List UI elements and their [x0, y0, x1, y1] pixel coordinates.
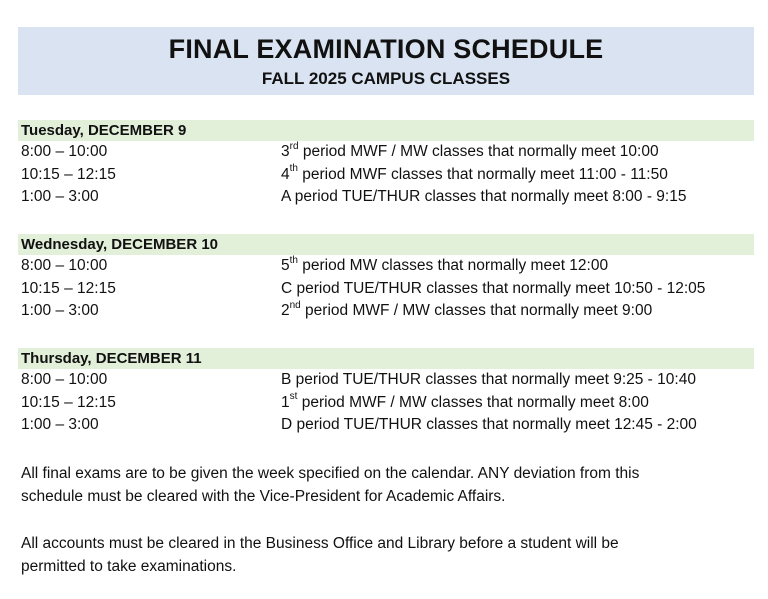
- exam-time: 1:00 – 3:00: [21, 416, 99, 433]
- exam-time: 1:00 – 3:00: [21, 302, 99, 319]
- exam-description: A period TUE/THUR classes that normally meet 8:00 - 9:15: [281, 188, 687, 205]
- schedule-row: [18, 278, 754, 301]
- schedule-row: [18, 392, 754, 415]
- exam-description: 5th period MW classes that normally meet 12:00: [281, 254, 609, 274]
- exam-time: 1:00 – 3:00: [21, 188, 99, 205]
- exam-policy-note: [21, 462, 751, 508]
- exam-description: 1st period MWF / MW classes that normally meet 8:00: [281, 391, 649, 411]
- schedule-row: [18, 164, 754, 187]
- exam-time: 8:00 – 10:00: [21, 371, 108, 388]
- exam-description: 3rd period MWF / MW classes that normally meet 10:00: [281, 140, 659, 160]
- exam-description: 4th period MWF classes that normally meet 11:00 - 11:50: [281, 163, 668, 183]
- exam-description: C period TUE/THUR classes that normally meet 10:50 - 12:05: [281, 279, 706, 297]
- accounts-policy-note: [21, 532, 751, 578]
- schedule-row: [18, 300, 754, 323]
- exam-description: 2nd period MWF / MW classes that normally meet 9:00: [281, 299, 653, 319]
- note-line: All final exams are to be given the week specified on the calendar. ANY deviation from this: [21, 465, 640, 482]
- day-section-thursday: [18, 348, 754, 437]
- schedule-row: [18, 414, 754, 437]
- schedule-row: [18, 255, 754, 278]
- exam-time: 10:15 – 12:15: [21, 165, 116, 183]
- page-title: FINAL EXAMINATION SCHEDULE: [168, 34, 604, 64]
- exam-description: B period TUE/THUR classes that normally meet 9:25 - 10:40: [281, 371, 696, 388]
- note-line: schedule must be cleared with the Vice-President for Academic Affairs.: [21, 488, 506, 505]
- day-heading: Wednesday, DECEMBER 10: [18, 234, 754, 255]
- exam-time: 10:15 – 12:15: [21, 279, 116, 297]
- exam-description: D period TUE/THUR classes that normally meet 12:45 - 2:00: [281, 416, 697, 433]
- schedule-row: [18, 186, 754, 209]
- note-line: permitted to take examinations.: [21, 558, 237, 575]
- note-line: All accounts must be cleared in the Business Office and Library before a student will be: [21, 535, 619, 552]
- day-section-wednesday: [18, 234, 754, 323]
- exam-time: 8:00 – 10:00: [21, 143, 108, 160]
- schedule-row: [18, 369, 754, 392]
- schedule-row: [18, 141, 754, 164]
- page-subtitle: FALL 2025 CAMPUS CLASSES: [261, 69, 511, 88]
- exam-time: 8:00 – 10:00: [21, 257, 108, 274]
- day-heading: Tuesday, DECEMBER 9: [18, 120, 754, 141]
- exam-time: 10:15 – 12:15: [21, 393, 116, 411]
- schedule-header: [18, 27, 754, 95]
- day-heading: Thursday, DECEMBER 11: [18, 348, 754, 369]
- day-section-tuesday: [18, 120, 754, 209]
